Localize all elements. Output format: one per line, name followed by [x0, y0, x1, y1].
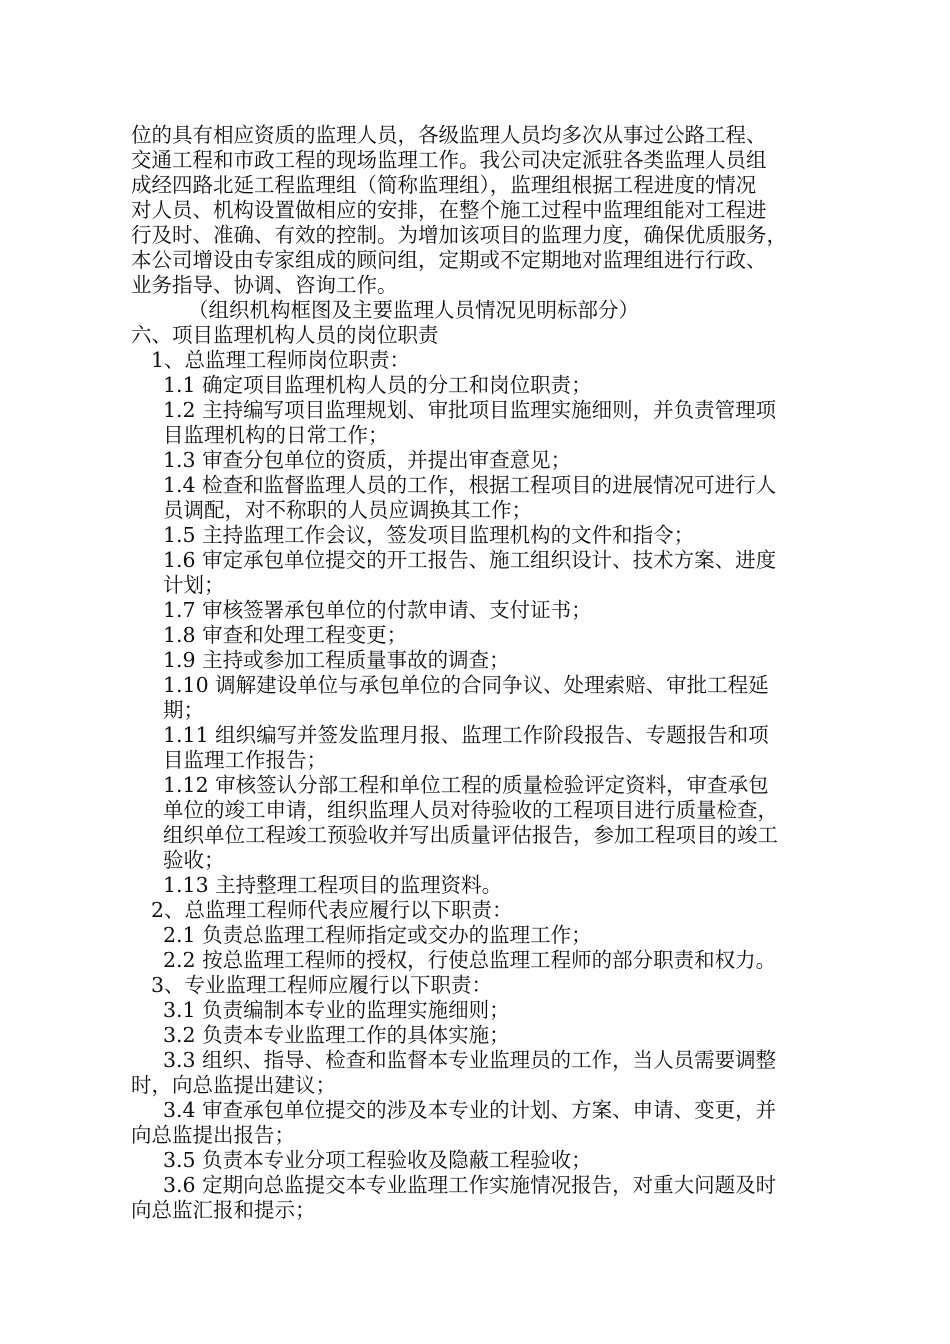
item-line: 向总监提出报告；: [131, 1123, 295, 1147]
item-line: 向总监汇报和提示；: [131, 1198, 316, 1222]
item-line: 1.10 调解建设单位与承包单位的合同争议、处理索赔、审批工程延: [163, 673, 769, 697]
item-line: 1.13 主持整理工程项目的监理资料。: [163, 873, 503, 897]
note-line: （组织机构框图及主要监理人员情况见明标部分）: [188, 298, 639, 322]
item-line: 2.2 按总监理工程师的授权，行使总监理工程师的部分职责和权力。: [163, 948, 777, 972]
section-3: [0, 973, 950, 1223]
item-line: 1.3 审查分包单位的资质，并提出审查意见；: [163, 448, 572, 472]
item-line: 1.2 主持编写项目监理规划、审批项目监理实施细则，并负责管理项: [163, 398, 777, 422]
item-line: 1.7 审核签署承包单位的付款申请、支付证书；: [163, 598, 592, 622]
item-line: 1.4 检查和监督监理人员的工作，根据工程项目的进展情况可进行人: [163, 473, 777, 497]
item-line: 3.3 组织、指导、检查和监督本专业监理员的工作，当人员需要调整: [163, 1048, 777, 1072]
intro-line: 行及时、准确、有效的控制。为增加该项目的监理力度，确保优质服务，: [131, 223, 787, 247]
item-line: 3.5 负责本专业分项工程验收及隐蔽工程验收；: [163, 1148, 592, 1172]
item-line: 1.11 组织编写并签发监理月报、监理工作阶段报告、专题报告和项: [163, 723, 769, 747]
section-1: [0, 348, 950, 898]
item-line: 3.4 审查承包单位提交的涉及本专业的计划、方案、申请、变更，并: [163, 1098, 777, 1122]
section-2: [0, 898, 950, 973]
item-line: 2.1 负责总监理工程师指定或交办的监理工作；: [163, 923, 592, 947]
item-line: 1.6 审定承包单位提交的开工报告、施工组织设计、技术方案、进度: [163, 548, 777, 572]
intro-paragraph: [0, 123, 950, 348]
item-line: 验收；: [163, 848, 225, 872]
intro-line: 交通工程和市政工程的现场监理工作。我公司决定派驻各类监理人员组: [131, 148, 767, 172]
intro-line: 业务指导、协调、咨询工作。: [131, 273, 398, 297]
subsection-title: 3、专业监理工程师应履行以下职责：: [151, 973, 493, 997]
intro-line: 位的具有相应资质的监理人员，各级监理人员均多次从事过公路工程、: [131, 123, 767, 147]
item-line: 3.1 负责编制本专业的监理实施细则；: [163, 998, 510, 1022]
intro-line: 本公司增设由专家组成的顾问组，定期或不定期地对监理组进行行政、: [131, 248, 767, 272]
item-line: 1.1 确定项目监理机构人员的分工和岗位职责；: [163, 373, 592, 397]
item-line: 组织单位工程竣工预验收并写出质量评估报告，参加工程项目的竣工: [163, 823, 778, 847]
item-line: 时，向总监提出建议；: [131, 1073, 336, 1097]
item-line: 1.8 审查和处理工程变更；: [163, 623, 408, 647]
item-line: 计划；: [163, 573, 225, 597]
intro-line: 对人员、机构设置做相应的安排，在整个施工过程中监理组能对工程进: [131, 198, 767, 222]
subsection-title: 2、总监理工程师代表应履行以下职责：: [151, 898, 513, 922]
section-title: 六、项目监理机构人员的岗位职责: [131, 323, 439, 347]
item-line: 1.12 审核签认分部工程和单位工程的质量检验评定资料，审查承包: [163, 773, 769, 797]
item-line: 3.2 负责本专业监理工作的具体实施；: [163, 1023, 510, 1047]
item-line: 目监理工作报告；: [163, 748, 327, 772]
item-line: 员调配，对不称职的人员应调换其工作；: [163, 498, 532, 522]
intro-line: 成经四路北延工程监理组（简称监理组），监理组根据工程进度的情况: [131, 173, 757, 197]
item-line: 3.6 定期向总监提交本专业监理工作实施情况报告，对重大问题及时: [163, 1173, 777, 1197]
item-line: 1.9 主持或参加工程质量事故的调查；: [163, 648, 510, 672]
item-line: 1.5 主持监理工作会议，签发项目监理机构的文件和指令；: [163, 523, 695, 547]
item-line: 目监理机构的日常工作；: [163, 423, 389, 447]
item-line: 单位的竣工申请，组织监理人员对待验收的工程项目进行质量检查，: [163, 798, 778, 822]
subsection-title: 1、总监理工程师岗位职责：: [151, 348, 411, 372]
item-line: 期；: [163, 698, 204, 722]
